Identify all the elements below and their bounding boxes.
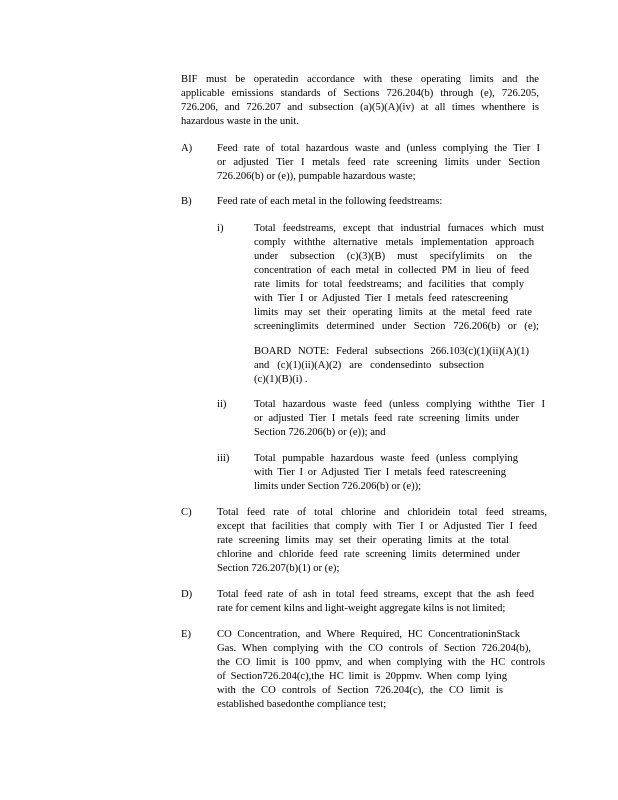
text-line: with Tier I or Adjusted Tier I metals feed ratescreening <box>254 467 506 478</box>
text-line: or adjusted Tier I metals feed rate screening limits under Section <box>217 157 540 168</box>
intro-paragraph <box>181 73 539 129</box>
text-line: BIF must be operatedin accordance with these operating limits and the <box>181 74 539 85</box>
item-b-i-label: i) <box>217 223 224 234</box>
item-c-label: C) <box>181 507 192 518</box>
item-a-label: A) <box>181 143 193 154</box>
item-e-text <box>217 628 545 712</box>
text-line: with Tier I or Adjusted Tier I metals feed ratescreening <box>254 293 508 304</box>
text-line: CO Concentration, and Where Required, HC ConcentrationinStack <box>217 629 520 640</box>
text-line: hazardous waste in the unit. <box>181 116 299 127</box>
text-line: the CO limit is 100 ppmv, and when complying with the HC controls <box>217 657 545 668</box>
text-line: comply withthe alternative metals implementation approach <box>254 237 534 248</box>
item-b-text <box>217 195 517 209</box>
item-b-iii-label: iii) <box>217 453 230 464</box>
item-b-ii-label: ii) <box>217 399 227 410</box>
item-b-ii-text <box>254 398 545 440</box>
text-line: limits may set their operating limits at the metal feed rate <box>254 307 532 318</box>
text-line: and (c)(1)(ii)(A)(2) are condensedinto subsection <box>254 360 484 371</box>
item-d-text <box>217 588 534 616</box>
text-line: Total feedstreams, except that industrial furnaces which must <box>254 223 544 234</box>
text-line: Total hazardous waste feed (unless complying withthe Tier I <box>254 399 545 410</box>
item-d-label: D) <box>181 589 193 600</box>
text-line: Section 726.207(b)(1) or (e); <box>217 563 340 574</box>
text-line: except that facilities that comply with Tier I or Adjusted Tier I feed <box>217 521 537 532</box>
text-line: under subsection (c)(3)(B) must specifylimits on the <box>254 251 532 262</box>
text-line: applicable emissions standards of Sections 726.204(b) through (e), 726.205, <box>181 88 539 99</box>
item-c-text <box>217 506 548 576</box>
item-b-label: B) <box>181 196 192 207</box>
text-line: chlorine and chloride feed rate screening limits determined under <box>217 549 520 560</box>
item-b-iii-text <box>254 452 518 494</box>
text-line: Feed rate of each metal in the following feedstreams: <box>217 196 443 207</box>
text-line: established basedonthe compliance test; <box>217 699 387 710</box>
text-line: Total feed rate of ash in total feed streams, except that the ash feed <box>217 589 534 600</box>
text-line: 726.206, and 726.207 and subsection (a)(5)(A)(iv) at all times whenthere is <box>181 102 539 113</box>
item-b-i-text <box>254 222 544 334</box>
text-line: Section 726.206(b) or (e)); and <box>254 427 386 438</box>
board-note <box>254 345 529 387</box>
text-line: rate for cement kilns and light-weight aggregate kilns is not limited; <box>217 603 506 614</box>
text-line: or adjusted Tier I metals feed rate screening limits under <box>254 413 519 424</box>
text-line: concentration of each metal in collected PM in lieu of feed <box>254 265 529 276</box>
item-a-text <box>217 142 540 184</box>
text-line: screeninglimits determined under Section 726.206(b) or (e); <box>254 321 539 332</box>
text-line: rate limits for total feedstreams; and facilities that comply <box>254 279 524 290</box>
text-line: Total feed rate of total chlorine and chloridein total feed streams, <box>217 507 547 518</box>
text-line: rate screening limits may set their operating limits at the total <box>217 535 509 546</box>
text-line: Total pumpable hazardous waste feed (unless complying <box>254 453 518 464</box>
text-line: with the CO controls of Section 726.204(c), the CO limit is <box>217 685 503 696</box>
item-e-label: E) <box>181 629 191 640</box>
text-line: BOARD NOTE: Federal subsections 266.103(c)(1)(ii)(A)(1) <box>254 346 529 357</box>
text-line: Feed rate of total hazardous waste and (unless complying the Tier I <box>217 143 540 154</box>
text-line: (c)(1)(B)(i) . <box>254 374 308 385</box>
text-line: of Section726.204(c),the HC limit is 20ppmv. When comp lying <box>217 671 507 682</box>
text-line: limits under Section 726.206(b) or (e)); <box>254 481 422 492</box>
text-line: 726.206(b) or (e)), pumpable hazardous waste; <box>217 171 416 182</box>
text-line: Gas. When complying with the CO controls of Section 726.204(b), <box>217 643 531 654</box>
